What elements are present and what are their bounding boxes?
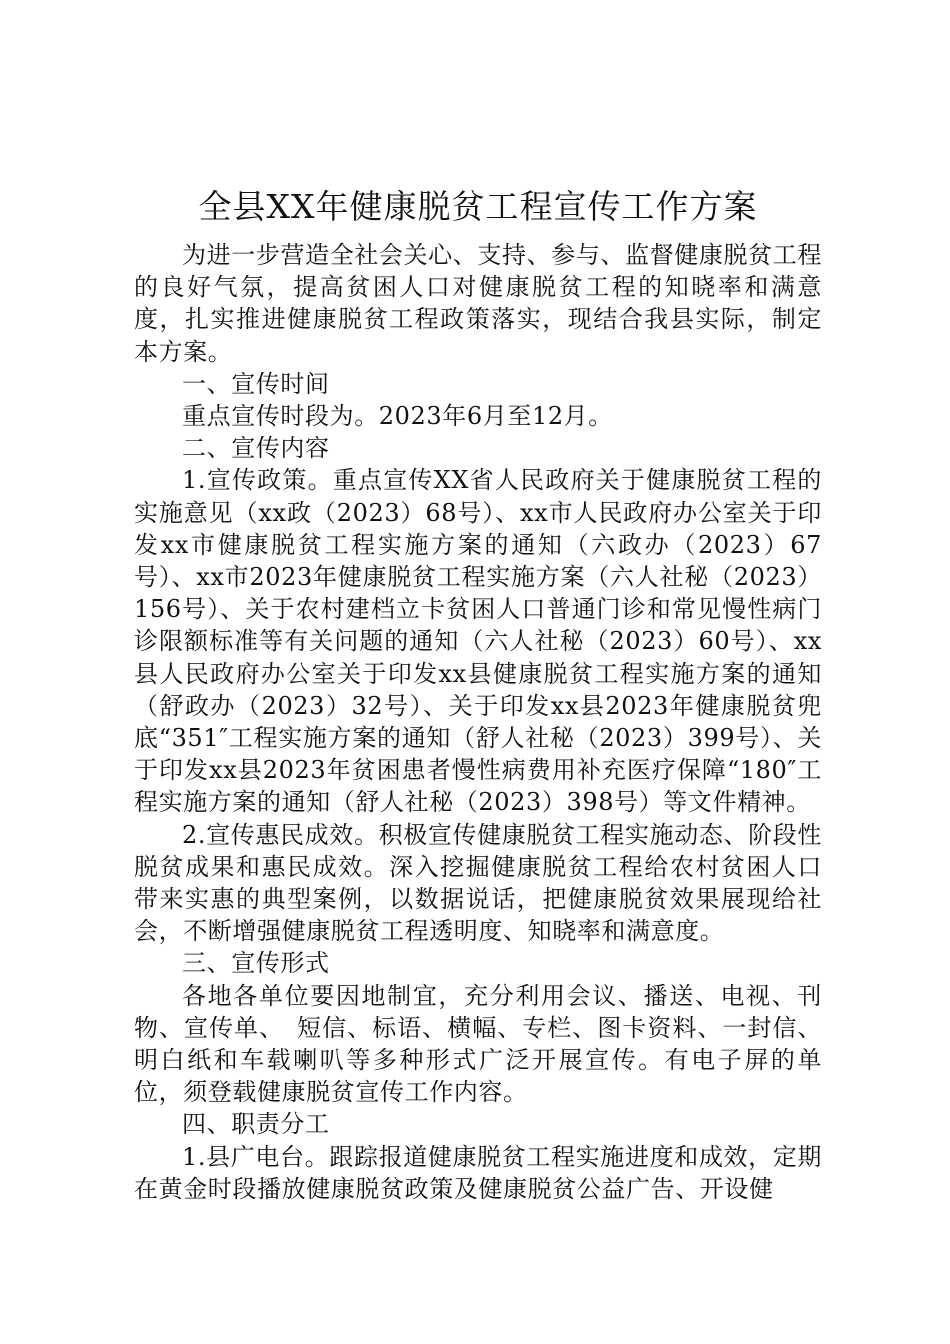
document-page [134,183,822,1205]
time-paragraph: 重点宣传时段为。2023年6月至12月。 [182,402,613,431]
section-heading-content: 二、宣传内容 [182,434,330,463]
section-heading-duties: 四、职责分工 [182,1110,330,1139]
intro-paragraph: 为进一步营造全社会关心、支持、参与、监督健康脱贫工程的良好气氛，提高贫困人口对健康脱贫工程的知晓率和满意度，扎实推进健康脱贫工程政策落实，现结合我县实际，制定本方案。 [134,241,822,366]
document-title: 全县XX年健康脱贫工程宣传工作方案 [198,187,758,226]
section-heading-form: 三、宣传形式 [182,949,330,978]
form-paragraph: 各地各单位要因地制宜，充分利用会议、播送、电视、刊物、宣传单、 短信、标语、横幅、专栏、图卡资料、一封信、明白纸和车载喇叭等多种形式广泛开展宣传。有电子屏的单位，须登载健康脱贫宣传工作内容。 [134,981,822,1107]
section-heading-time: 一、宣传时间 [182,369,330,398]
content-benefit-paragraph: 2.宣传惠民成效。积极宣传健康脱贫工程实施动态、阶段性脱贫成果和惠民成效。深入挖掘健康脱贫工程给农村贫困人口带来实惠的典型案例，以数据说话，把健康脱贫效果展现给社会，不断增强健康脱贫工程透明度、知晓率和满意度。 [134,820,822,946]
content-policy-paragraph: 1.宣传政策。重点宣传XX省人民政府关于健康脱贫工程的实施意见（xx政（2023）68号）、xx市人民政府办公室关于印发xx市健康脱贫工程实施方案的通知（六政办（2023）67号）、xx市2023年健康脱贫工程实施方案（六人社秘（2023）156号）、关于农村建档立卡贫困人口普通门诊和常见慢性病门诊限额标准等有关问题的通知（六人社秘（2023）60号）、xx县人民政府办公室关于印发xx县健康脱贫工程实施方案的通知（舒政办（2023）32号）、关于印发xx县2023年健康脱贫兜底“351″工程实施方案的通知（舒人社秘（2023）399号）、关于印发xx县2023年贫困患者慢性病费用补充医疗保障“180″工程实施方案的通知（舒人社秘（2023）398号）等文件精神。 [134,466,822,817]
duties-paragraph: 1.县广电台。跟踪报道健康脱贫工程实施进度和成效，定期在黄金时段播放健康脱贫政策及健康脱贫公益广告、开设健 [134,1142,822,1203]
